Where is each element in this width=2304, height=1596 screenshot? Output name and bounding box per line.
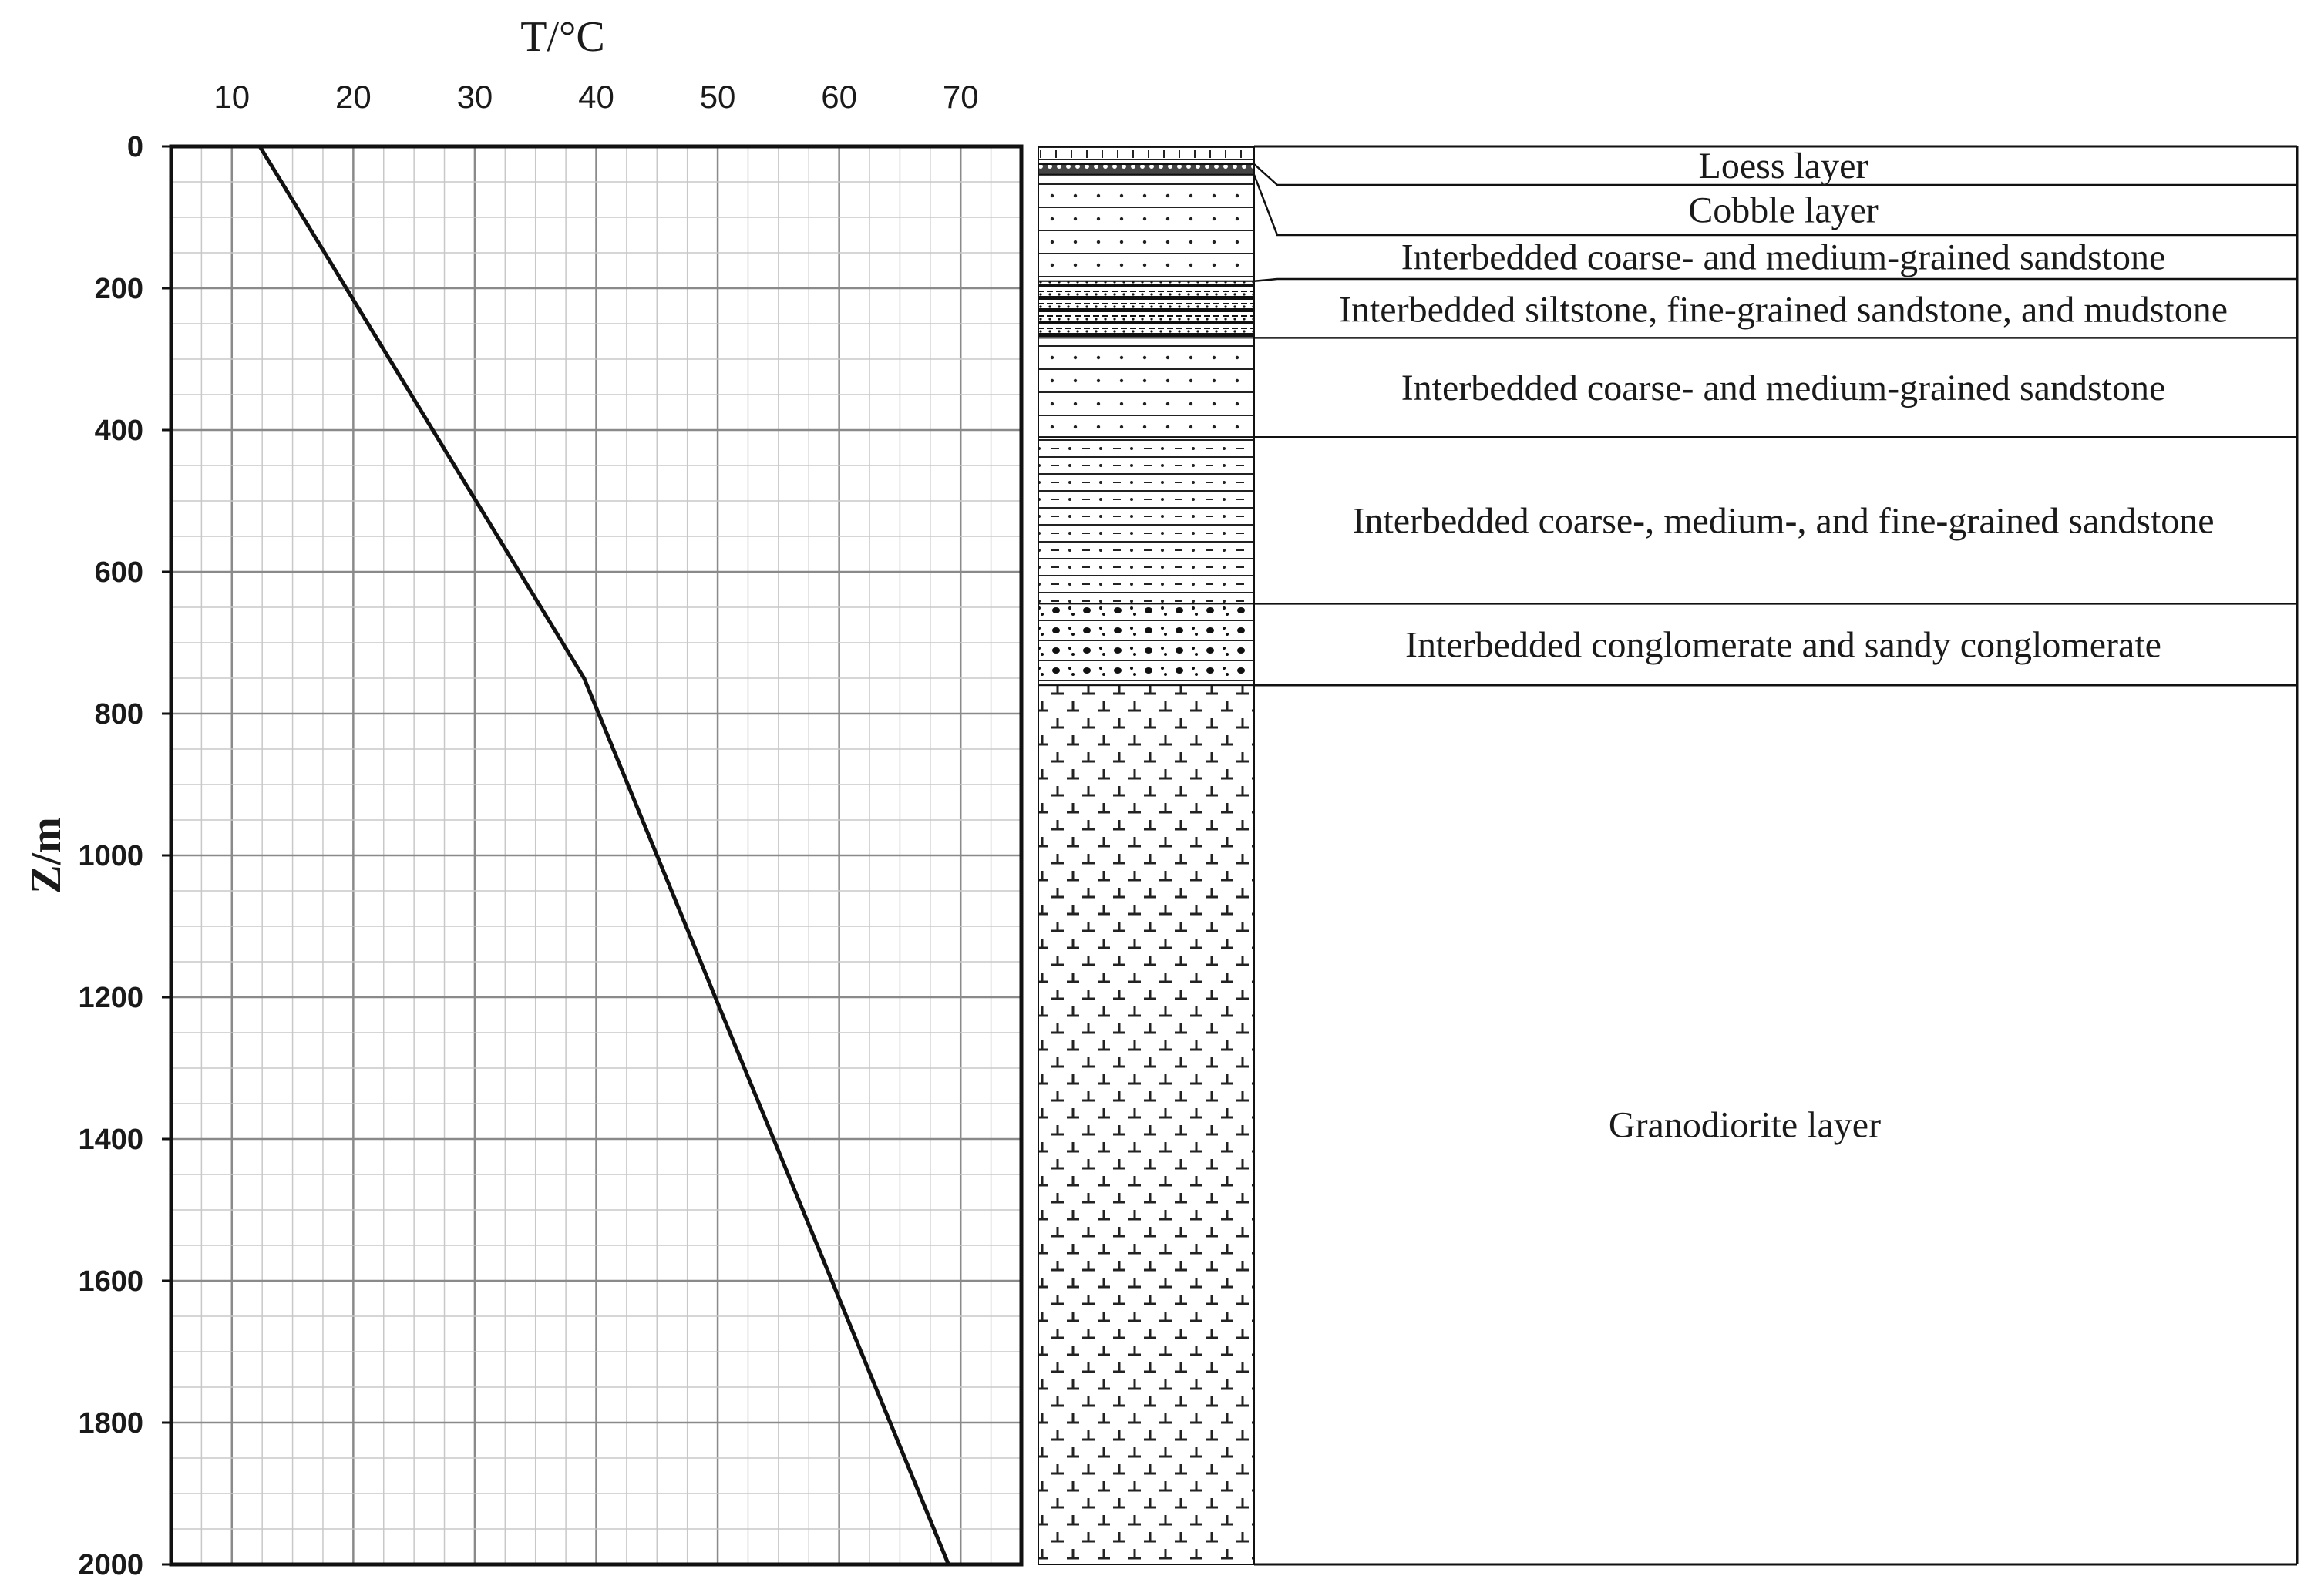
x-tick-label: 40 [578, 79, 614, 115]
stratum-connector [1254, 279, 2297, 281]
stratigraphic-column [1038, 146, 2297, 1564]
stratum-label: Interbedded coarse- and medium-grained sandstone [1401, 367, 2166, 408]
stratum-cobble [1038, 164, 1254, 175]
x-tick-label: 70 [942, 79, 979, 115]
y-tick-label: 1600 [78, 1265, 143, 1298]
stratum-label: Interbedded conglomerate and sandy conglomerate [1405, 624, 2161, 666]
y-tick-label: 1000 [78, 840, 143, 872]
stratum-loess [1038, 146, 1254, 164]
stratum-mixed-sandstone [1038, 437, 1254, 603]
stratum-label: Interbedded coarse-, medium-, and fine-grained sandstone [1352, 500, 2215, 542]
stratum-conglomerate [1038, 603, 1254, 685]
y-tick-label: 800 [94, 698, 143, 731]
y-axis-title: Z/m [22, 817, 70, 894]
y-tick-label: 2000 [78, 1549, 143, 1581]
x-tick-label: 20 [335, 79, 372, 115]
stratum-sandstone [1038, 175, 1254, 281]
x-tick-label: 60 [821, 79, 858, 115]
y-tick-label: 1400 [78, 1124, 143, 1156]
stratum-granodiorite [1038, 685, 1254, 1564]
y-tick-label: 0 [126, 131, 143, 163]
x-tick-label: 50 [699, 79, 736, 115]
stratum-siltstone [1038, 281, 1254, 338]
y-tick-labels [78, 131, 171, 1581]
stratum-label: Interbedded siltstone, fine-grained sandstone, and mudstone [1338, 289, 2228, 331]
chart-grid [171, 146, 1021, 1564]
y-tick-label: 400 [94, 415, 143, 447]
x-axis-title: T/°C [520, 13, 605, 61]
stratum-label: Interbedded coarse- and medium-grained sandstone [1401, 237, 2166, 278]
stratum-sandstone [1038, 338, 1254, 437]
y-tick-label: 1800 [78, 1407, 143, 1440]
x-tick-label: 30 [456, 79, 493, 115]
y-tick-label: 1200 [78, 982, 143, 1014]
stratum-label: Cobble layer [1688, 190, 1879, 231]
x-tick-labels [214, 79, 978, 115]
y-tick-label: 200 [94, 273, 143, 305]
x-tick-label: 10 [214, 79, 251, 115]
stratum-label: Granodiorite layer [1608, 1104, 1882, 1146]
stratum-label: Loess layer [1698, 146, 1868, 186]
y-tick-label: 600 [94, 556, 143, 589]
